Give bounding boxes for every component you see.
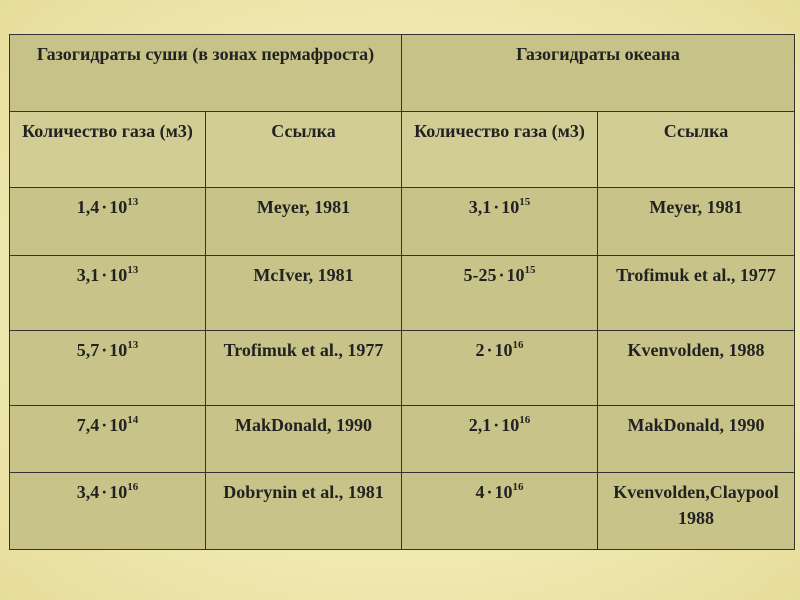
header-ocean: Газогидраты океана (402, 35, 795, 112)
table-row (10, 473, 795, 550)
land-amount-cell: $3,1 \cdot 10^{13}$ (10, 256, 206, 331)
land-ref-cell: Meyer, 1981 (206, 188, 402, 256)
ocean-ref-cell: Trofimuk et al., 1977 (598, 256, 795, 331)
gas-hydrate-table (9, 34, 795, 550)
ocean-amount-cell: $4 \cdot 10^{16}$ (402, 473, 598, 550)
table-row (10, 331, 795, 406)
subheader-land-amount: Количество газа (м3) (10, 112, 206, 188)
land-amount-cell: $7,4 \cdot 10^{14}$ (10, 406, 206, 473)
land-ref-cell: McIver, 1981 (206, 256, 402, 331)
subheader-land-ref: Ссылка (206, 112, 402, 188)
land-ref-cell: MakDonald, 1990 (206, 406, 402, 473)
ocean-amount-cell: $2,1 \cdot 10^{16}$ (402, 406, 598, 473)
ocean-amount-cell: $2 \cdot 10^{16}$ (402, 331, 598, 406)
ocean-ref-cell: Meyer, 1981 (598, 188, 795, 256)
land-amount-cell: $5,7 \cdot 10^{13}$ (10, 331, 206, 406)
land-ref-cell: Trofimuk et al., 1977 (206, 331, 402, 406)
ocean-amount-cell: $3,1 \cdot 10^{15}$ (402, 188, 598, 256)
table-row (10, 188, 795, 256)
table-row (10, 406, 795, 473)
land-amount-cell: $3,4 \cdot 10^{16}$ (10, 473, 206, 550)
ocean-amount-cell: $5-25 \cdot 10^{15}$ (402, 256, 598, 331)
ocean-ref-cell: Kvenvolden,Claypool 1988 (598, 473, 795, 550)
land-amount-cell: $1,4 \cdot 10^{13}$ (10, 188, 206, 256)
header-land: Газогидраты суши (в зонах пермафроста) (10, 35, 402, 112)
table-row (10, 256, 795, 331)
subheader-ocean-ref: Ссылка (598, 112, 795, 188)
subheader-ocean-amount: Количество газа (м3) (402, 112, 598, 188)
ocean-ref-cell: MakDonald, 1990 (598, 406, 795, 473)
ocean-ref-cell: Kvenvolden, 1988 (598, 331, 795, 406)
land-ref-cell: Dobrynin et al., 1981 (206, 473, 402, 550)
